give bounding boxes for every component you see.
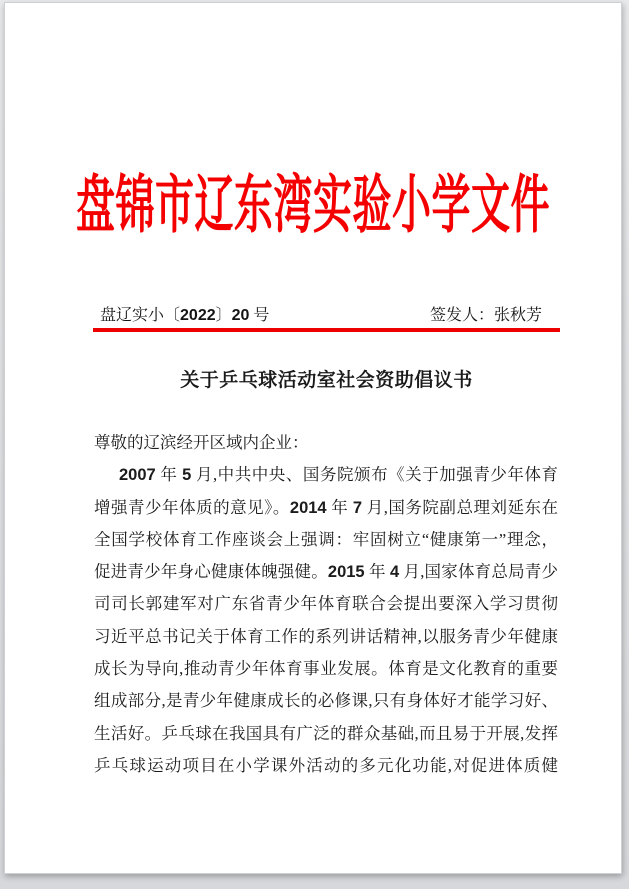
body-line: 促进青少年身心健康体魄强健。2015 年 4 月,国家体育总局青少 [94, 562, 558, 582]
body-line: 尊敬的辽滨经开区域内企业： [94, 433, 309, 452]
body-line: 成长为导向,推动青少年体育事业发展。体育是文化教育的重要 [94, 659, 558, 679]
letterhead [5, 173, 621, 241]
document-number: 盘辽实小〔2022〕20 号 [100, 307, 270, 324]
body-line: 司司长郭建军对广东省青少年体育联合会提出要深入学习贯彻 [94, 594, 558, 614]
red-separator-line [93, 328, 560, 332]
issuer-name: 签发人：张秋芳 [429, 307, 542, 324]
letterhead-title: 盘锦市辽东湾实验小学文件 [75, 171, 550, 242]
body-line: 增强青少年体质的意见》。2014 年 7 月,国务院副总理刘延东在 [94, 497, 558, 517]
body-line: 2007 年 5 月,中共中央、国务院颁布《关于加强青少年体育 [119, 465, 558, 485]
document-page [4, 2, 622, 874]
subject-title: 关于乒乓球活动室社会资助倡议书 [180, 370, 473, 391]
body-line: 全国学校体育工作座谈会上强调：牢固树立“健康第一”理念， [94, 529, 558, 549]
body-line: 生活好。乒乓球在我国具有广泛的群众基础,而且易于开展,发挥 [94, 723, 558, 743]
body-line: 组成部分,是青少年健康成长的必修课,只有身体好才能学习好、 [94, 691, 558, 711]
body-text [94, 427, 558, 782]
document-number-row [100, 306, 542, 326]
body-line: 乒乓球运动项目在小学课外活动的多元化功能,对促进体质健 [94, 755, 558, 775]
body-line: 习近平总书记关于体育工作的系列讲话精神,以服务青少年健康 [94, 626, 558, 646]
